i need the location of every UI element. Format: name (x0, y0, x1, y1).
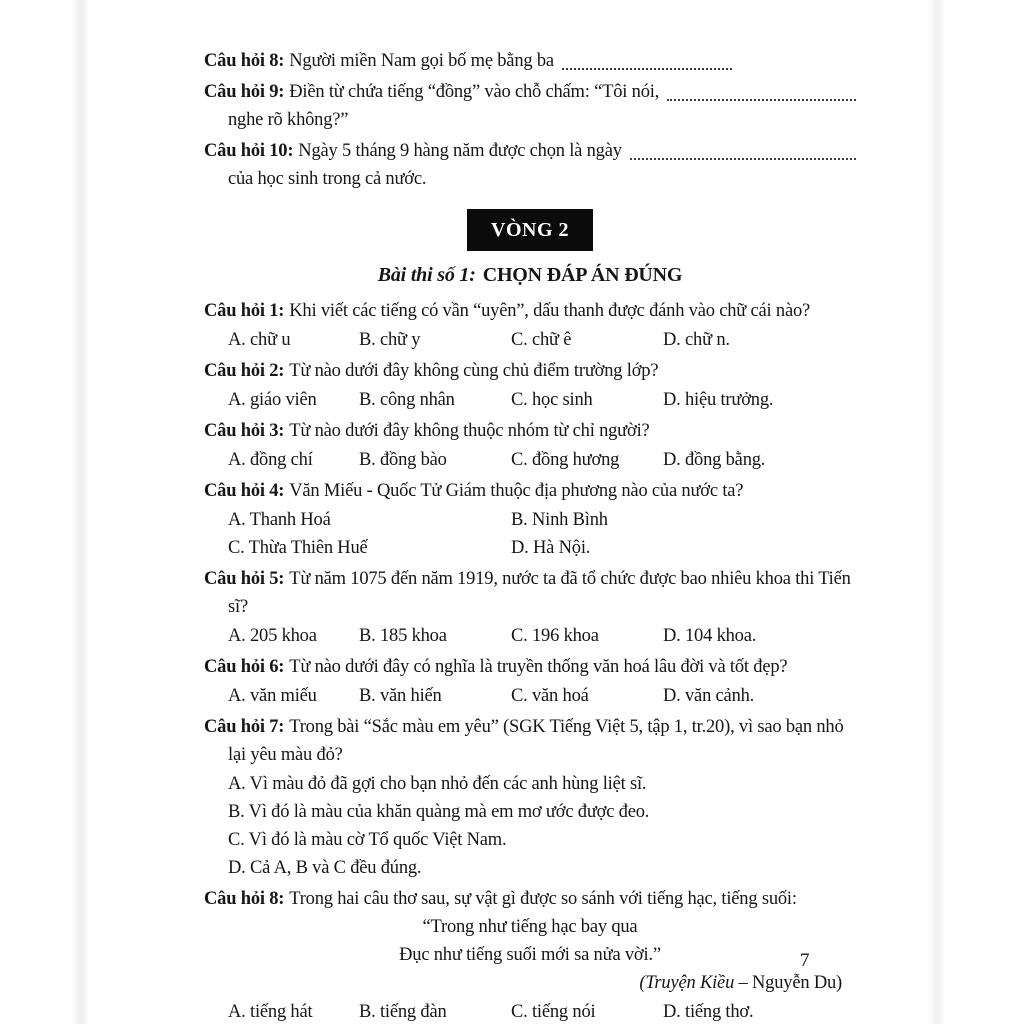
question-label: Câu hỏi 7: (204, 717, 285, 737)
question (204, 653, 856, 681)
answer-option: C. chữ ê (511, 330, 572, 350)
page-left-edge-shadow (72, 0, 90, 1024)
answer-option: D. Hà Nội. (511, 538, 591, 558)
answer-option: A. tiếng hát (228, 1002, 313, 1022)
answer-option: D. tiếng thơ. (663, 1002, 754, 1022)
dotted-leader (562, 66, 732, 70)
question-label: Câu hỏi 3: (204, 421, 285, 441)
question (204, 713, 856, 769)
answer-option: A. Vì màu đỏ đã gợi cho bạn nhỏ đến các anh hùng liệt sĩ. (228, 774, 647, 794)
attribution-author: – Nguyễn Du) (734, 973, 842, 993)
fill-in-question (204, 78, 856, 134)
answer-option: D. văn cảnh. (663, 686, 755, 706)
section-badge: VÒNG 2 (467, 209, 593, 251)
answer-option: B. 185 khoa (359, 626, 447, 646)
answer-option: B. tiếng đàn (359, 1002, 447, 1022)
answer-option: C. Thừa Thiên Huế (228, 538, 368, 558)
fill-in-question (204, 137, 856, 193)
question (204, 357, 856, 385)
answer-option: C. văn hoá (511, 686, 589, 706)
question (204, 417, 856, 445)
answer-option: A. văn miếu (228, 686, 317, 706)
verse-line: Đục như tiếng suối mới sa nửa vời.” (399, 945, 661, 965)
fill-in-line (204, 137, 856, 165)
answer-option: C. Vì đó là màu cờ Tổ quốc Việt Nam. (228, 830, 507, 850)
answer-option: D. đồng bằng. (663, 450, 766, 470)
section-title-main: CHỌN ĐÁP ÁN ĐÚNG (482, 264, 683, 286)
answer-options-row (204, 326, 856, 354)
page-right-edge-shadow (928, 0, 946, 1024)
section-title (204, 261, 856, 289)
question-text: Trong bài “Sắc màu em yêu” (SGK Tiếng Việt 5, tập 1, tr.20), vì sao bạn nhỏ lại yêu màu đỏ? (228, 717, 844, 765)
dotted-leader (630, 156, 856, 160)
answer-option: D. hiệu trưởng. (663, 390, 774, 410)
answer-options-row (204, 446, 856, 474)
section-title-prefix: Bài thi số 1: (377, 264, 476, 286)
question (204, 885, 856, 913)
section-badge-wrap (204, 209, 856, 251)
answer-option: D. Cả A, B và C đều đúng. (228, 858, 422, 878)
answer-options-row (204, 386, 856, 414)
fill-in-line (204, 47, 856, 75)
question-label: Câu hỏi 8: (204, 51, 285, 71)
verse-attribution (204, 969, 856, 997)
attribution-source-italic: (Truyện Kiều (639, 973, 735, 993)
question (204, 477, 856, 505)
answer-options-list (204, 770, 856, 882)
question-label: Câu hỏi 10: (204, 141, 294, 161)
question-text: Người miền Nam gọi bố mẹ bằng ba (289, 51, 554, 71)
question-label: Câu hỏi 6: (204, 657, 285, 677)
answer-options-row (204, 998, 856, 1026)
answer-option: A. đồng chí (228, 450, 313, 470)
question-text: Điền từ chứa tiếng “đồng” vào chỗ chấm: “Tôi nói, (289, 82, 660, 102)
question-text: Khi viết các tiếng có vần “uyên”, dấu thanh được đánh vào chữ cái nào? (289, 301, 811, 321)
answer-option: B. đồng bào (359, 450, 447, 470)
question-text: Ngày 5 tháng 9 hàng năm được chọn là ngày (298, 141, 622, 161)
answer-option: B. Vì đó là màu của khăn quàng mà em mơ ước được đeo. (228, 802, 650, 822)
dotted-leader (667, 97, 856, 101)
question-text: Trong hai câu thơ sau, sự vật gì được so sánh với tiếng hạc, tiếng suối: (289, 889, 797, 909)
question (204, 297, 856, 325)
verse-line: “Trong như tiếng hạc bay qua (422, 917, 638, 937)
question-label: Câu hỏi 4: (204, 481, 285, 501)
answer-option: A. chữ u (228, 330, 291, 350)
answer-option: A. 205 khoa (228, 626, 317, 646)
answer-option: C. 196 khoa (511, 626, 599, 646)
answer-option: B. công nhân (359, 390, 455, 410)
question-label: Câu hỏi 5: (204, 569, 285, 589)
answer-option: D. chữ n. (663, 330, 730, 350)
answer-option: B. Ninh Bình (511, 510, 608, 530)
answer-options-row (204, 506, 856, 562)
answer-option: D. 104 khoa. (663, 626, 757, 646)
answer-option: C. tiếng nói (511, 1002, 596, 1022)
question (204, 565, 856, 621)
question-text: Từ nào dưới đây có nghĩa là truyền thống văn hoá lâu đời và tốt đẹp? (289, 657, 788, 677)
question-label: Câu hỏi 1: (204, 301, 285, 321)
page-number: 7 (800, 950, 810, 971)
question-label: Câu hỏi 8: (204, 889, 285, 909)
question-text: Văn Miếu - Quốc Tử Giám thuộc địa phương nào của nước ta? (289, 481, 744, 501)
question-continuation: nghe rõ không?” (228, 110, 349, 130)
answer-option: A. Thanh Hoá (228, 510, 331, 530)
fill-in-question (204, 47, 856, 75)
answer-options-row (204, 622, 856, 650)
answer-option: B. văn hiến (359, 686, 442, 706)
question-text: Từ năm 1075 đến năm 1919, nước ta đã tổ chức được bao nhiêu khoa thi Tiến sĩ? (228, 569, 851, 617)
answer-options-row (204, 682, 856, 710)
question-label: Câu hỏi 2: (204, 361, 285, 381)
question-continuation: của học sinh trong cả nước. (228, 169, 427, 189)
question-text: Từ nào dưới đây không cùng chủ điểm trường lớp? (289, 361, 659, 381)
question-label: Câu hỏi 9: (204, 82, 285, 102)
scanned-page-content (204, 44, 856, 1026)
question-text: Từ nào dưới đây không thuộc nhóm từ chỉ người? (289, 421, 650, 441)
answer-option: B. chữ y (359, 330, 421, 350)
answer-option: A. giáo viên (228, 390, 317, 410)
fill-in-line (204, 78, 856, 106)
answer-option: C. đồng hương (511, 450, 620, 470)
answer-option: C. học sinh (511, 390, 593, 410)
